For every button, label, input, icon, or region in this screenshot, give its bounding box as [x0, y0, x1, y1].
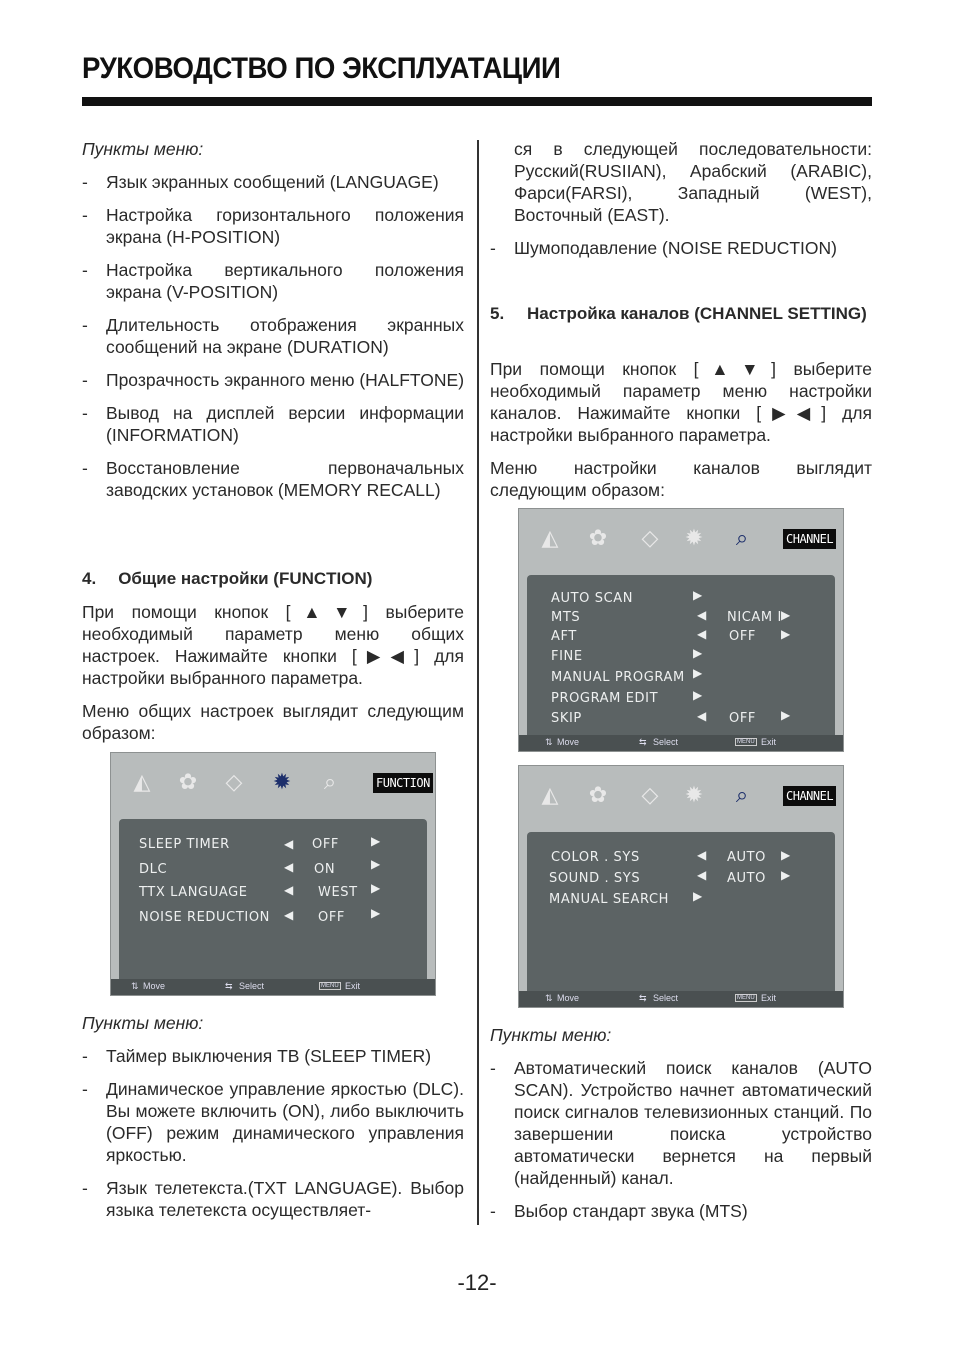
- channel-menu-screenshot: [518, 508, 844, 752]
- menu-footer: [519, 991, 843, 1007]
- left-column-bottom: [82, 1012, 464, 1221]
- arrow-left-icon: ◀: [697, 627, 707, 641]
- picture-icon: ◭: [541, 525, 559, 550]
- list-item: - Язык экранных сообщений (LANGUAGE): [82, 171, 464, 193]
- search-icon: ⌕: [735, 782, 749, 807]
- menu-row-label: MANUAL SEARCH: [549, 892, 670, 907]
- menu-row-label: NOISE REDUCTION: [139, 910, 270, 925]
- move-icon: ⇅: [545, 993, 553, 1003]
- footer-move: Move: [143, 981, 166, 991]
- menu-icon-bar: [519, 509, 843, 571]
- arrow-left-icon: ◀: [697, 608, 707, 622]
- list-item: - Прозрачность экранного меню (HALFTONE): [82, 369, 464, 391]
- menu-row-label: MTS: [551, 610, 581, 625]
- left-column: [82, 138, 464, 501]
- menu-key-icon: MENU: [737, 739, 755, 745]
- arrow-right-icon: ▶: [781, 708, 791, 722]
- list-item: - Таймер выключения ТВ (SLEEP TIMER): [82, 1045, 464, 1067]
- gear-icon: ✹: [684, 782, 704, 807]
- header-rule: [82, 97, 872, 106]
- footer-exit: Exit: [761, 993, 777, 1003]
- gear-icon: ✹: [272, 769, 292, 794]
- move-icon: ⇅: [131, 981, 139, 991]
- arrow-right-icon: ▶: [781, 868, 791, 882]
- arrow-right-icon: ▶: [371, 906, 381, 920]
- menu-tag: CHANNEL: [783, 786, 836, 806]
- list-item: - Выбор стандарт звука (MTS): [490, 1200, 872, 1222]
- tv-icon: ◇: [641, 782, 659, 807]
- arrow-left-icon: ◀: [284, 908, 294, 922]
- list-item: - Вывод на дисплей версии информации (INFORMATION): [82, 402, 464, 446]
- menu-row-label: AFT: [551, 629, 577, 644]
- menu-tag: CHANNEL: [783, 529, 836, 549]
- menu-row-value: OFF: [312, 837, 339, 852]
- section-5-heading: [490, 303, 872, 325]
- footer-move: Move: [557, 993, 580, 1003]
- menu-row-label: TTX LANGUAGE: [139, 885, 248, 900]
- menu-row-value: AUTO: [727, 850, 766, 865]
- paragraph: ся в следующей последовательности: Русский(RUSIIAN), Арабский (ARABIC), Фарси(FARSI), Западный (WEST), Восточный (EAST).: [514, 139, 872, 225]
- arrow-left-icon: ◀: [284, 837, 294, 851]
- sound-icon: ✿: [588, 525, 608, 550]
- menu-panel: [527, 575, 835, 747]
- menu-row-value: OFF: [318, 910, 345, 925]
- arrow-left-icon: ◀: [697, 709, 707, 723]
- menu-icon-bar: [111, 753, 435, 815]
- menu-row-label: DLC: [139, 862, 168, 877]
- tv-icon: ◇: [225, 769, 243, 794]
- section-number: 4.: [82, 569, 97, 588]
- menu-row-label: PROGRAM EDIT: [551, 691, 659, 706]
- arrow-left-icon: ◀: [284, 883, 294, 897]
- menu-row-value: ON: [314, 862, 336, 877]
- list-item: - Настройка вертикального положения экрана (V-POSITION): [82, 259, 464, 303]
- menu-row-label: SKIP: [551, 711, 582, 726]
- picture-icon: ◭: [541, 782, 559, 807]
- menu-row-value: WEST: [318, 885, 358, 900]
- arrow-right-icon: ▶: [371, 881, 381, 895]
- footer-select: Select: [653, 737, 679, 747]
- menu-footer: [519, 735, 843, 751]
- section-4-body: [82, 601, 464, 744]
- section-title: Настройка каналов (CHANNEL SETTING): [527, 304, 867, 323]
- select-icon: ⇆: [225, 981, 233, 991]
- menu-items-heading: Пункты меню:: [82, 1013, 204, 1033]
- list-item: - Динамическое управление яркостью (DLC). Вы можете включить (ON), либо выключить (OFF) режим динамического управления яркостью.: [82, 1078, 464, 1166]
- section-number: 5.: [490, 304, 505, 323]
- menu-row-value: OFF: [729, 711, 756, 726]
- menu-icon-bar: [519, 766, 843, 828]
- move-icon: ⇅: [545, 737, 553, 747]
- function-menu-screenshot: [110, 752, 436, 996]
- menu-row-label: SLEEP TIMER: [139, 837, 230, 852]
- arrow-right-icon: ▶: [693, 889, 703, 903]
- arrow-left-icon: ◀: [284, 860, 294, 874]
- page-number: -12-: [457, 1270, 497, 1295]
- arrow-left-icon: ◀: [697, 848, 707, 862]
- footer-select: Select: [653, 993, 679, 1003]
- menu-panel: [527, 832, 835, 1003]
- right-column-bottom: [490, 1024, 872, 1222]
- footer-select: Select: [239, 981, 265, 991]
- arrow-right-icon: ▶: [693, 688, 703, 702]
- list-item: - Настройка горизонтального положения экрана (H-POSITION): [82, 204, 464, 248]
- footer-exit: Exit: [761, 737, 777, 747]
- footer-move: Move: [557, 737, 580, 747]
- section-title: Общие настройки (FUNCTION): [118, 569, 373, 588]
- menu-row-label: COLOR . SYS: [551, 850, 640, 865]
- page-title: РУКОВОДСТВО ПО ЭКСПЛУАТАЦИИ: [82, 52, 561, 85]
- section-4-heading: [82, 568, 464, 590]
- arrow-right-icon: ▶: [781, 627, 791, 641]
- arrow-right-icon: ▶: [781, 608, 791, 622]
- footer-exit: Exit: [345, 981, 361, 991]
- paragraph: При помощи кнопок [▲▼] выберите необходимый параметр меню общих настроек. Нажимайте кнопки [▶◀] для настройки выбранного параметра.: [82, 602, 464, 688]
- menu-row-label: SOUND . SYS: [549, 871, 641, 886]
- list-item: - Язык телетекста.(TXT LANGUAGE). Выбор языка телетекста осуществляет-: [82, 1177, 464, 1221]
- search-icon: ⌕: [323, 769, 337, 794]
- list-item: - Автоматический поиск каналов (AUTO SCAN). Устройство начнет автоматический поиск сигналов телевизионных станций. По завершении поиска устройство автоматически вернется на первый (найденный) канал.: [490, 1057, 872, 1189]
- menu-items-heading: Пункты меню:: [490, 1025, 612, 1045]
- menu-key-icon: MENU: [737, 995, 755, 1001]
- menu-row-label: MANUAL PROGRAM: [551, 670, 685, 685]
- paragraph: Меню общих настроек выглядит следующим образом:: [82, 701, 464, 743]
- menu-row-value: OFF: [729, 629, 756, 644]
- paragraph: При помощи кнопок [▲▼] выберите необходимый параметр меню настройки каналов. Нажимайте кнопки [▶◀] для настройки выбранного параметра.: [490, 359, 872, 445]
- menu-key-icon: MENU: [321, 983, 339, 989]
- section-5-body: [490, 358, 872, 501]
- menu-row-value: NICAM I: [727, 610, 782, 625]
- tv-icon: ◇: [641, 525, 659, 550]
- search-icon: ⌕: [735, 525, 749, 550]
- arrow-right-icon: ▶: [693, 666, 703, 680]
- picture-icon: ◭: [133, 769, 151, 794]
- menu-row-label: AUTO SCAN: [551, 591, 634, 606]
- right-column: [490, 138, 872, 259]
- channel-menu-screenshot: [518, 765, 844, 1008]
- select-icon: ⇆: [639, 993, 647, 1003]
- arrow-right-icon: ▶: [693, 588, 703, 602]
- menu-row-value: AUTO: [727, 871, 766, 886]
- column-divider: [477, 140, 479, 1225]
- arrow-right-icon: ▶: [781, 848, 791, 862]
- arrow-left-icon: ◀: [697, 868, 707, 882]
- list-item: - Восстановление первоначальных заводских установок (MEMORY RECALL): [82, 457, 464, 501]
- sound-icon: ✿: [178, 769, 198, 794]
- list-item: - Шумоподавление (NOISE REDUCTION): [490, 237, 872, 259]
- select-icon: ⇆: [639, 737, 647, 747]
- menu-footer: [111, 979, 435, 995]
- list-item: - Длительность отображения экранных сообщений на экране (DURATION): [82, 314, 464, 358]
- arrow-right-icon: ▶: [371, 834, 381, 848]
- menu-tag: FUNCTION: [373, 773, 433, 793]
- paragraph: Меню настройки каналов выглядит следующим образом:: [490, 458, 872, 500]
- sound-icon: ✿: [588, 782, 608, 807]
- menu-items-heading: Пункты меню:: [82, 139, 204, 159]
- arrow-right-icon: ▶: [693, 646, 703, 660]
- menu-row-label: FINE: [551, 649, 583, 664]
- menu-panel: [119, 819, 427, 991]
- gear-icon: ✹: [684, 525, 704, 550]
- arrow-right-icon: ▶: [371, 857, 381, 871]
